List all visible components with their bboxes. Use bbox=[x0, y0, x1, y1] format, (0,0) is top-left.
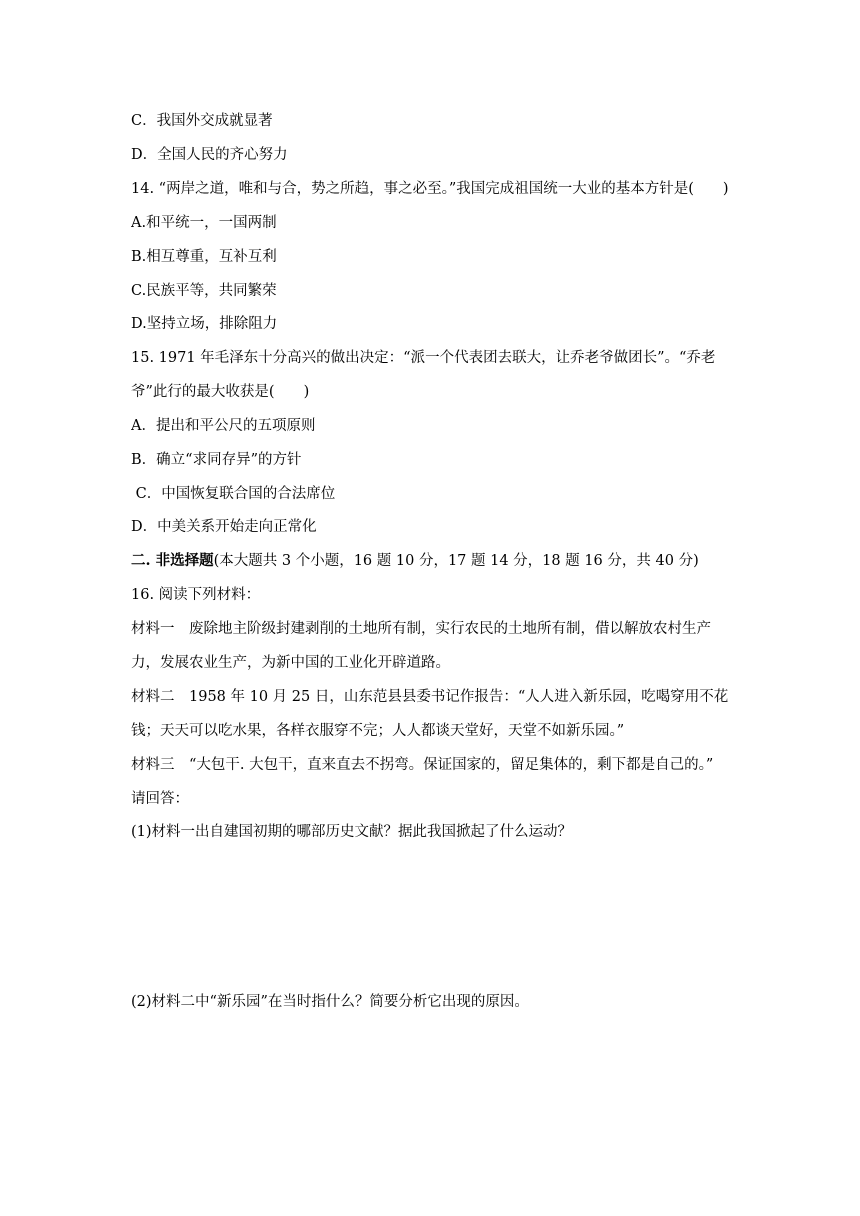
q15-option-c: C．中国恢复联合国的合法席位 bbox=[131, 486, 336, 502]
section-2-title: 二. 非选择题 bbox=[131, 552, 214, 569]
section-2-note: (本大题共 3 个小题，16 题 10 分，17 题 14 分，18 题 16 分，共 40 分) bbox=[213, 553, 699, 569]
material-1-line-2: 力，发展农业生产，为新中国的工业化开辟道路。 bbox=[131, 655, 450, 671]
answer-prompt: 请回答： bbox=[131, 791, 189, 807]
q14-option-a: A.和平统一，一国两制 bbox=[131, 215, 277, 231]
q14-stem: 14. “两岸之道，唯和与合，势之所趋，事之必至。”我国完成祖国统一大业的基本方针是( ) bbox=[131, 181, 729, 197]
material-3: 材料三 “大包干. 大包干，直来直去不拐弯。保证国家的，留足集体的，剩下都是自己的。” bbox=[131, 757, 714, 773]
q13-option-d: D．全国人民的齐心努力 bbox=[131, 147, 288, 163]
q15-stem-line-2: 爷”此行的最大收获是( ) bbox=[131, 384, 310, 400]
q14-option-b: B.相互尊重，互补互利 bbox=[131, 249, 277, 265]
q15-option-d: D．中美关系开始走向正常化 bbox=[131, 519, 317, 535]
q15-stem-line-1: 15. 1971 年毛泽东十分高兴的做出决定：“派一个代表团去联大，让乔老爷做团长”。“乔老 bbox=[131, 350, 716, 366]
q16-stem: 16. 阅读下列材料： bbox=[131, 587, 261, 603]
q16-subquestion-1: (1)材料一出自建国初期的哪部历史文献？据此我国掀起了什么运动？ bbox=[131, 824, 573, 840]
material-2-line-2: 钱；天天可以吃水果，各样衣服穿不完；人人都谈天堂好，天堂不如新乐园。” bbox=[131, 723, 625, 739]
q15-option-b: B．确立“求同存异”的方针 bbox=[131, 452, 302, 468]
q16-subquestion-2: (2)材料二中“新乐园”在当时指什么？简要分析它出现的原因。 bbox=[131, 994, 529, 1010]
q13-option-c: C．我国外交成就显著 bbox=[131, 113, 273, 129]
q14-option-c: C.民族平等，共同繁荣 bbox=[131, 283, 277, 299]
q14-option-d: D.坚持立场，排除阻力 bbox=[131, 316, 278, 332]
material-1-line-1: 材料一 废除地主阶级封建剥削的土地所有制，实行农民的土地所有制，借以解放农村生产 bbox=[131, 621, 711, 637]
section-2-heading bbox=[131, 551, 741, 571]
material-2-line-1: 材料二 1958 年 10 月 25 日，山东范县县委书记作报告：“人人进入新乐园，吃喝穿用不花 bbox=[131, 689, 729, 705]
q15-option-a: A．提出和平公尺的五项原则 bbox=[131, 418, 316, 434]
